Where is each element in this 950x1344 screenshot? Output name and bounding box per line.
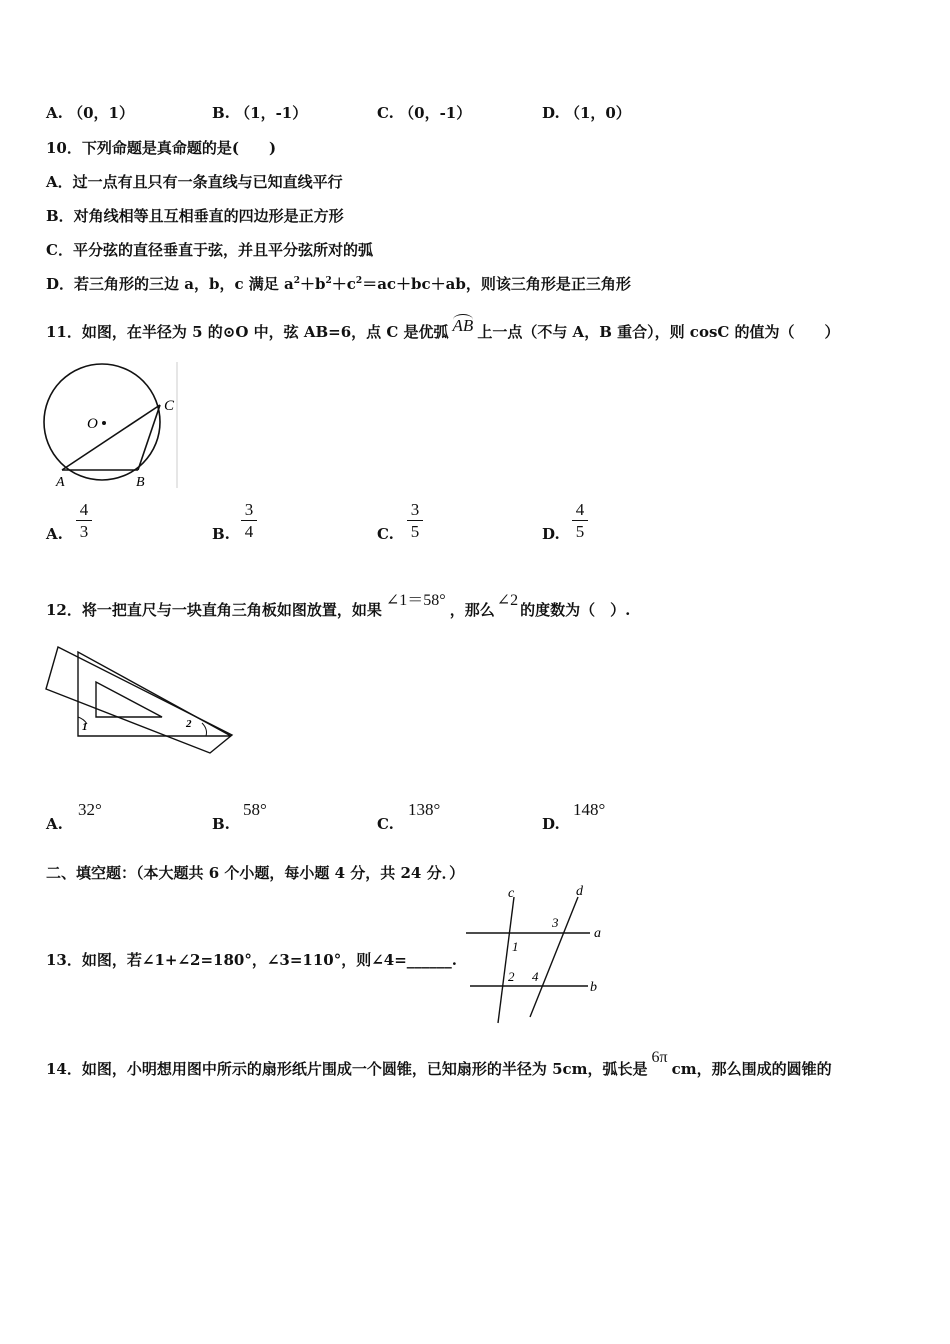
- section-heading: 二、填空题：（本大题共 6 个小题，每小题 4 分，共 24 分．）: [46, 864, 465, 882]
- q11-option-a-fraction: $\frac{4}{3}$: [76, 500, 92, 543]
- label-angle1: 1: [512, 939, 519, 954]
- q10-option-c: C．平分弦的直径垂直于弦，并且平分弦所对的弧: [46, 241, 373, 259]
- q12-option-a-value: 32°: [78, 800, 102, 819]
- angle2-arc: [202, 723, 207, 736]
- angle2-expression: ∠2: [496, 592, 519, 609]
- label-angle2: 2: [186, 718, 192, 730]
- triangle-outer: [78, 652, 231, 736]
- q11-option-c-fraction: $\frac{3}{5}$: [407, 500, 423, 543]
- angle1-expression: ∠1＝58°: [385, 592, 446, 609]
- label-angle2: 2: [508, 969, 515, 984]
- label-c: c: [508, 886, 515, 901]
- q13-parallel-lines-figure: [462, 883, 612, 1028]
- q11-stem: 11．如图，在半径为 5 的⊙O 中，弦 AB=6，点 C 是优弧 AB 上一点（不与 A，B 重合），则 cosC 的值为（ ）: [46, 316, 840, 341]
- label-angle1: 1: [82, 721, 88, 733]
- arc-ab: AB: [452, 316, 474, 335]
- q14-stem: 14．如图，小明想用图中所示的扇形纸片围成一个圆锥，已知扇形的半径为 5cm，弧长是6πcm，那么围成的圆锥的: [46, 1049, 832, 1078]
- q11-option-d-fraction: $\frac{4}{5}$: [572, 500, 588, 543]
- q9-option-c: C. （0，-1）: [377, 104, 472, 122]
- label-angle4: 4: [532, 969, 539, 984]
- chord-bc: [138, 405, 160, 470]
- q12-option-d-value: 148°: [573, 800, 606, 819]
- label-c: C: [164, 398, 175, 414]
- label-b: B: [136, 475, 145, 490]
- ruler: [46, 647, 232, 753]
- label-a: a: [594, 926, 601, 941]
- arc-length: 6π: [651, 1049, 668, 1066]
- q11-option-b-fraction: $\frac{3}{4}$: [241, 500, 257, 543]
- label-b: b: [590, 980, 597, 995]
- label-a: A: [56, 475, 65, 490]
- q11-circle-figure: [40, 360, 185, 490]
- q10-option-d: D．若三角形的三边 a，b，c 满足 $a^2+b^2+c^2=ac+bc+ab$，则该三角形是正三角形: [46, 275, 631, 293]
- q11-option-d-letter: D.: [542, 525, 560, 543]
- q11-option-b-letter: B.: [212, 525, 230, 543]
- q13-stem: 13．如图，若∠1+∠2=180°，∠3=110°，则∠4=______.: [46, 951, 458, 969]
- label-d: d: [576, 884, 583, 899]
- q12-option-b-value: 58°: [243, 800, 267, 819]
- q12-option-b-letter: B.: [212, 815, 230, 833]
- center-point: [102, 421, 106, 425]
- q11-option-c-letter: C.: [377, 525, 394, 543]
- q12-ruler-triangle-figure: [44, 645, 239, 755]
- q12-option-c-letter: C.: [377, 815, 394, 833]
- q9-option-b: B. （1，-1）: [212, 104, 308, 122]
- q9-option-a: A. （0，1）: [46, 104, 134, 122]
- label-o: O: [87, 416, 98, 432]
- circle-o: [44, 364, 160, 480]
- q11-option-a-letter: A.: [46, 525, 63, 543]
- q12-option-a-letter: A.: [46, 815, 63, 833]
- label-angle3: 3: [552, 915, 559, 930]
- q9-option-d: D. （1，0）: [542, 104, 631, 122]
- q10-option-a: A．过一点有且只有一条直线与已知直线平行: [46, 173, 343, 191]
- q12-stem: 12．将一把直尺与一块直角三角板如图放置，如果∠1＝58°，那么∠2的度数为（ ）.: [46, 592, 631, 619]
- q10-option-b: B．对角线相等且互相垂直的四边形是正方形: [46, 207, 344, 225]
- q12-option-d-letter: D.: [542, 815, 560, 833]
- line-c: [498, 897, 514, 1023]
- q12-option-c-value: 138°: [408, 800, 441, 819]
- q10-stem: 10．下列命题是真命题的是( ): [46, 139, 277, 157]
